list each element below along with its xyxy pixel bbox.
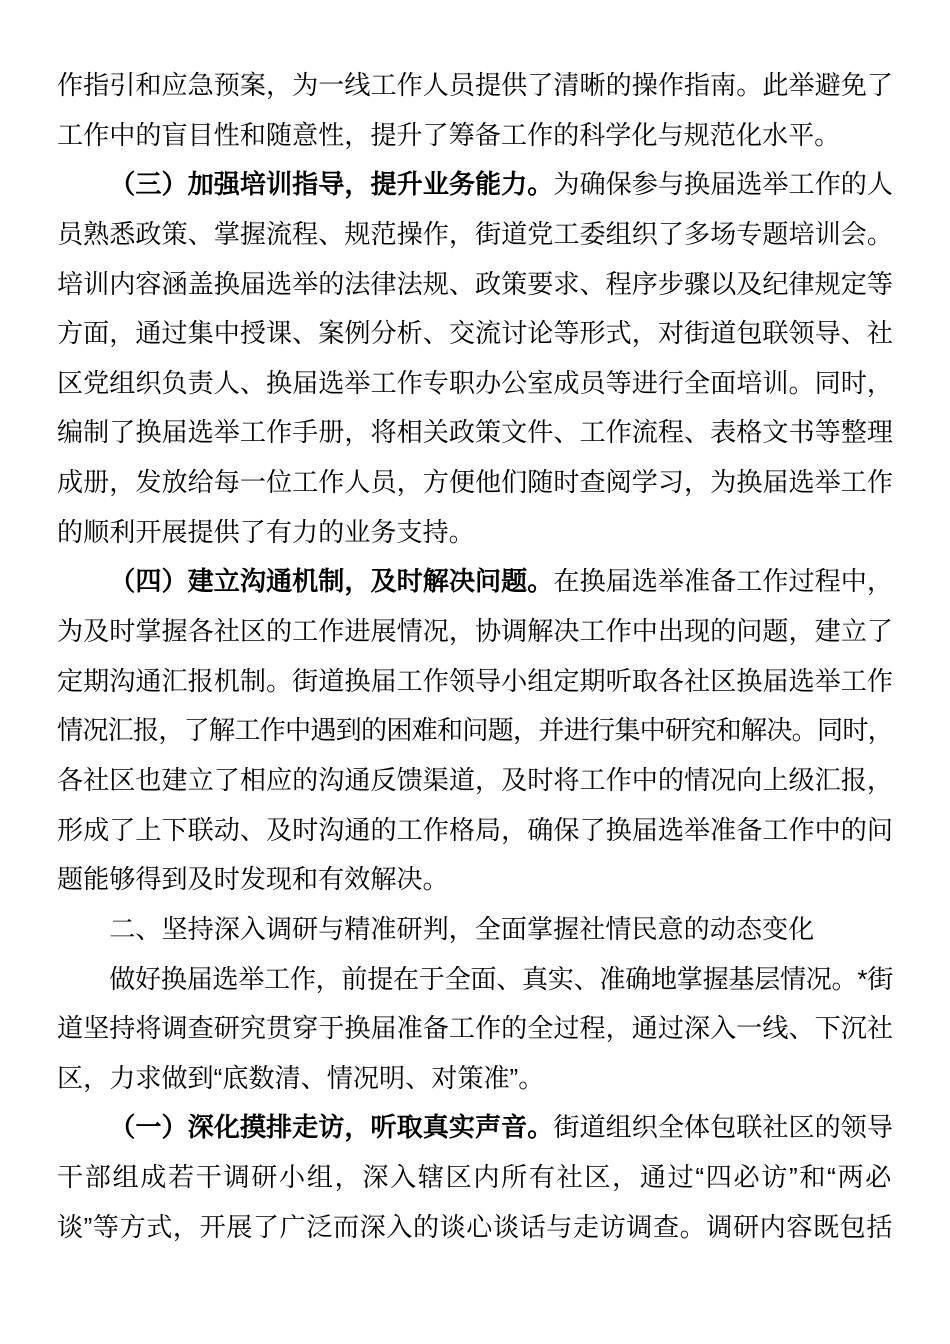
document-line	[57, 458, 893, 508]
document-line	[57, 1054, 893, 1104]
document-line	[57, 557, 893, 607]
body-text: 二、坚持深入调研与精准研判，全面掌握社情民意的动态变化	[109, 913, 815, 944]
body-text: 培训内容涵盖换届选举的法律法规、政策要求、程序步骤以及纪律规定等	[57, 268, 893, 299]
body-text: 形成了上下联动、及时沟通的工作格局，确保了换届选举准备工作中的问	[57, 814, 893, 845]
body-text: 道坚持将调查研究贯穿于换届准备工作的全过程，通过深入一线、下沉社	[57, 1013, 893, 1044]
document-line	[57, 408, 893, 458]
body-text: 的顺利开展提供了有力的业务支持。	[57, 516, 475, 547]
document-line	[57, 160, 893, 210]
document-line	[57, 905, 893, 955]
heading-lead-text: （三）加强培训指导，提升业务能力。	[109, 169, 554, 200]
body-text: 定期沟通汇报机制。街道换届工作领导小组定期听取各社区换届选举工作	[57, 665, 893, 696]
document-line	[57, 210, 893, 260]
body-text: 作指引和应急预案，为一线工作人员提供了清晰的操作指南。此举避免了	[57, 70, 893, 100]
document-line	[57, 806, 893, 856]
document-line	[57, 508, 893, 558]
document-line	[57, 111, 893, 161]
body-text: 为及时掌握各社区的工作进展情况，协调解决工作中出现的问题，建立了	[57, 616, 893, 647]
body-text: 做好换届选举工作，前提在于全面、真实、准确地掌握基层情况。*街	[109, 963, 893, 994]
body-text: 员熟悉政策、掌握流程、规范操作，街道党工委组织了多场专题培训会。	[57, 218, 893, 249]
body-text: 区党组织负责人、换届选举工作专职办公室成员等进行全面培训。同时，	[57, 367, 893, 398]
body-text: 成册，发放给每一位工作人员，方便他们随时查阅学习，为换届选举工作	[57, 467, 893, 498]
body-text: 在换届选举准备工作过程中，	[553, 566, 893, 597]
heading-lead-text: （一）深化摸排走访，听取真实声音。	[109, 1112, 554, 1143]
document-body	[57, 61, 893, 1252]
document-line	[57, 61, 893, 111]
document-line	[57, 855, 893, 905]
body-text: 编制了换届选举工作手册，将相关政策文件、工作流程、表格文书等整理	[57, 417, 893, 448]
document-line	[57, 1153, 893, 1203]
body-text: 题能够得到及时发现和有效解决。	[57, 864, 449, 895]
document-line	[57, 1203, 893, 1253]
body-text: 街道组织全体包联社区的领导	[553, 1112, 893, 1143]
body-text: 方面，通过集中授课、案例分析、交流讨论等形式，对街道包联领导、社	[57, 318, 893, 349]
document-line	[57, 1004, 893, 1054]
body-text: 情况汇报，了解工作中遇到的困难和问题，并进行集中研究和解决。同时，	[57, 715, 893, 746]
heading-lead-text: （四）建立沟通机制，及时解决问题。	[109, 566, 554, 597]
document-line	[57, 955, 893, 1005]
document-line	[57, 1103, 893, 1153]
body-text: 区，力求做到“底数清、情况明、对策准”。	[57, 1062, 545, 1093]
document-line	[57, 607, 893, 657]
document-line	[57, 657, 893, 707]
body-text: 工作中的盲目性和随意性，提升了筹备工作的科学化与规范化水平。	[57, 119, 841, 150]
document-line	[57, 309, 893, 359]
body-text: 各社区也建立了相应的沟通反馈渠道，及时将工作中的情况向上级汇报，	[57, 764, 893, 795]
body-text: 谈”等方式，开展了广泛而深入的谈心谈话与走访调查。调研内容既包括	[57, 1211, 893, 1242]
document-line	[57, 756, 893, 806]
body-text: 为确保参与换届选举工作的人	[553, 169, 893, 200]
document-line	[57, 260, 893, 310]
body-text: 干部组成若干调研小组，深入辖区内所有社区，通过“四必访”和“两必	[57, 1162, 893, 1193]
document-line	[57, 359, 893, 409]
document-line	[57, 706, 893, 756]
